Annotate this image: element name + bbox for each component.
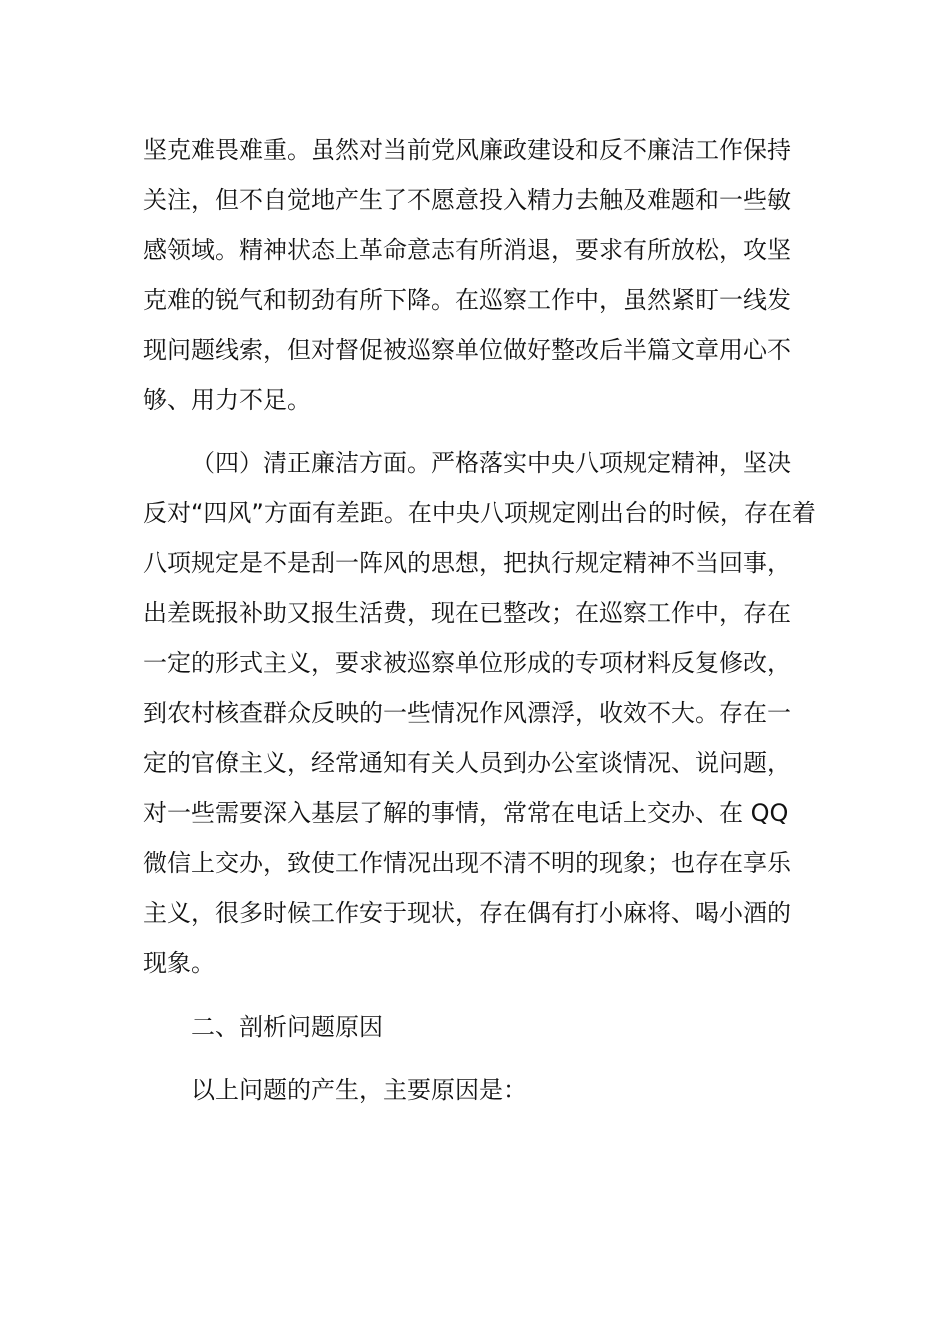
paragraph-2-line-1: （四）清正廉洁方面。严格落实中央八项规定精神，坚决 (191, 449, 791, 477)
paragraph-2-line-10: 主义，很多时候工作安于现状，存在偶有打小麻将、喝小酒的 (143, 899, 791, 927)
paragraph-2-line-8: 对一些需要深入基层了解的事情，常常在电话上交办、在 QQ (143, 799, 789, 827)
paragraph-2-line-4: 出差既报补助又报生活费，现在已整改；在巡察工作中，存在 (143, 599, 791, 627)
paragraph-2-line-6: 到农村核查群众反映的一些情况作风漂浮，收效不大。存在一 (143, 699, 791, 727)
paragraph-2-line-9: 微信上交办，致使工作情况出现不清不明的现象；也存在享乐 (143, 849, 791, 877)
paragraph-2-line-7: 定的官僚主义，经常通知有关人员到办公室谈情况、说问题， (143, 749, 791, 777)
paragraph-1-line-1: 坚克难畏难重。虽然对当前党风廉政建设和反不廉洁工作保持 (143, 136, 791, 164)
paragraph-1-line-3: 感领域。精神状态上革命意志有所消退，要求有所放松，攻坚 (143, 236, 791, 264)
paragraph-1-line-6: 够、用力不足。 (143, 386, 311, 414)
section-heading: 二、剖析问题原因 (191, 1013, 383, 1041)
paragraph-2-line-3: 八项规定是不是刮一阵风的思想，把执行规定精神不当回事， (143, 549, 791, 577)
paragraph-3: 以上问题的产生，主要原因是： (191, 1076, 527, 1104)
paragraph-1-line-2: 关注，但不自觉地产生了不愿意投入精力去触及难题和一些敏 (143, 186, 791, 214)
paragraph-2-line-11: 现象。 (143, 949, 215, 977)
paragraph-2-line-5: 一定的形式主义，要求被巡察单位形成的专项材料反复修改， (143, 649, 791, 677)
paragraph-1-line-5: 现问题线索，但对督促被巡察单位做好整改后半篇文章用心不 (143, 336, 791, 364)
paragraph-2-line-2: 反对“四风”方面有差距。在中央八项规定刚出台的时候，存在着 (143, 499, 816, 527)
paragraph-1-line-4: 克难的锐气和韧劲有所下降。在巡察工作中，虽然紧盯一线发 (143, 286, 791, 314)
